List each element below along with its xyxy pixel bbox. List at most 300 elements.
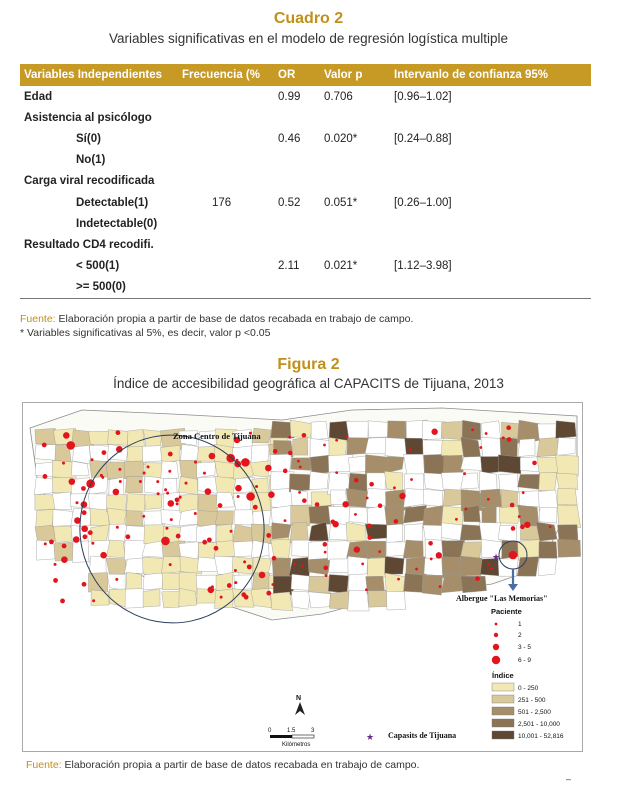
patient-dot [169,563,172,566]
census-tract [311,421,328,440]
census-tract [461,437,481,458]
patient-dot [293,563,296,566]
index-legend-swatch [492,707,514,715]
census-tract [539,541,557,558]
patient-dot [73,536,80,543]
census-tract [196,524,216,542]
census-tract [348,590,369,611]
patient-dot [487,498,490,501]
row-pvalue: 0.706 [324,90,353,103]
scale-tick-0: 0 [268,728,272,734]
row-label: No(1) [76,154,106,167]
patient-dot [369,482,374,487]
row-ci [390,107,591,128]
patient-dot [436,552,442,558]
patient-dot [62,544,67,549]
table-row [20,171,591,192]
index-legend-swatch [492,695,514,703]
patient-dot [397,578,400,581]
patient-dot [175,497,180,502]
patient-dot [101,476,104,479]
census-tract [88,573,107,592]
row-pvalue [320,213,390,234]
patient-dot [168,470,171,473]
census-tract [517,474,540,489]
patient-legend-label: 1 [518,621,522,628]
row-ci [390,171,591,192]
census-tract [251,445,270,463]
patient-dot [166,492,169,495]
figure-subtitle: Índice de accesibilidad geográfica al CAPACITS de Tijuana, 2013 [113,376,504,391]
census-tract [271,505,293,525]
figure-title: Figura 2 [277,356,340,373]
patient-dot [255,485,258,488]
census-tract [197,462,216,478]
patient-dot [167,500,174,507]
patient-dot [69,478,76,485]
census-tract [328,575,348,594]
patient-dot [203,472,206,475]
census-tract [557,505,580,527]
index-legend-title: Índice [492,671,514,680]
patient-dot [170,518,173,521]
census-tract [53,509,73,526]
north-label: N [296,695,302,702]
patient-dot [487,563,490,566]
census-tract [309,592,331,608]
patient-dot [205,488,212,495]
clinic-label: Capasits de Tijuana [388,731,457,740]
census-tract [215,511,233,525]
table-header-row [20,64,591,86]
table-title: Cuadro 2 [273,10,344,27]
census-tract [499,506,520,523]
patient-dot [142,515,145,518]
census-tract [366,541,386,558]
patient-dot [165,527,168,530]
patient-dot [230,530,233,533]
row-label: < 500(1) [76,260,120,273]
patient-dot [345,435,348,438]
patient-dot [168,452,173,457]
table-row [20,86,591,107]
census-tract [460,525,482,541]
patient-dot [66,441,75,450]
patient-dot [323,566,328,571]
clinic-star-map: ★ [492,552,501,562]
patient-dot [471,428,474,431]
row-ci [390,234,591,255]
census-tract [461,576,487,593]
row-ci: [0.24–0.88] [394,132,452,145]
patient-dot [218,503,223,508]
patient-dot [62,462,65,465]
index-legend-swatch [492,719,514,727]
table-source-lead: Fuente: [20,313,56,325]
patient-dot [507,437,512,442]
patient-dot [502,436,505,439]
patient-dot [323,444,326,447]
patient-dot [61,556,68,563]
row-frequency [178,86,274,107]
patient-dot [335,439,338,442]
patient-dot [475,576,480,581]
census-tract [271,539,291,558]
row-ci [390,213,591,234]
census-tract [291,591,310,609]
census-tract [89,431,109,445]
census-tract [271,592,293,611]
row-label: Resultado CD4 recodifi. [24,238,154,251]
row-or: 0.46 [278,132,301,145]
patient-legend-label: 6 - 9 [518,657,532,664]
patient-dot [49,539,54,544]
census-tract [404,489,425,508]
census-tract [441,523,462,541]
patient-dot [91,542,94,545]
census-tract [404,454,425,475]
census-tract [367,505,387,526]
clinic-star-legend: ★ [366,732,375,742]
patient-dot [83,534,88,539]
census-tract [423,506,443,528]
census-tract [214,589,233,609]
figure-source-lead: Fuente: [26,759,62,771]
patient-dot [209,453,216,460]
patient-dot [102,450,107,455]
census-tract [555,455,578,476]
patient-legend-dot [495,623,498,626]
row-frequency [178,256,274,277]
patient-dot [330,519,335,524]
scale-tick-2: 3 [311,728,315,734]
census-tract [460,556,482,576]
patient-dot [247,564,252,569]
index-legend-label: 501 - 2,500 [518,709,551,716]
patient-dot [119,480,122,483]
census-tract [537,438,560,457]
patient-dot [227,583,232,588]
census-tract [422,575,443,595]
patient-dot [415,568,418,571]
patient-dot [378,550,381,553]
zone-label: Zona Centro de Tijuana [173,431,261,441]
patient-legend-dot [492,656,500,664]
patient-dot [324,551,327,554]
census-tract [143,589,160,607]
row-pvalue [320,107,390,128]
patient-dot [82,582,87,587]
census-tract [387,591,406,610]
patient-dot [194,512,197,515]
row-ci [390,150,591,171]
scale-tick-1: 1.5 [287,728,296,734]
census-tract [91,590,109,606]
patient-dot [378,503,383,508]
census-tract [557,438,576,456]
row-or [274,213,320,234]
census-tract [310,455,330,474]
patient-dot [113,489,120,496]
census-tract [309,471,328,489]
patient-legend-label: 3 - 5 [518,644,532,651]
patient-dot [394,519,399,524]
patient-dot [118,468,121,471]
patient-dot [430,558,433,561]
census-tract [292,437,308,455]
row-frequency [178,171,274,192]
row-ci: [0.26–1.00] [394,196,452,209]
patient-dot [439,585,442,588]
census-tract [35,445,57,461]
row-pvalue [320,277,390,299]
patient-dot [354,546,360,552]
patient-dot [211,585,214,588]
row-frequency: 176 [212,196,232,209]
census-tract [89,556,106,575]
census-tract [36,509,54,527]
patient-dot [156,480,159,483]
row-label: Carga viral recodificada [24,175,155,188]
census-tract [125,461,144,477]
patient-dot [176,534,181,539]
patient-dot [399,493,405,499]
patient-dot [266,533,271,538]
census-tract [144,476,165,494]
table-row [20,234,591,255]
col-header-ci: Intervanlo de confianza 95% [390,64,591,86]
census-tract [106,540,125,558]
index-legend-label: 10,001 - 52,816 [518,733,564,740]
row-ci [390,277,591,299]
patient-dot [194,461,197,464]
row-or [274,277,320,299]
patient-dot [185,482,188,485]
patient-dot [532,461,537,466]
census-tract [163,478,177,494]
patient-dot [522,491,525,494]
row-label: Detectable(1) [76,196,149,209]
row-frequency [178,150,274,171]
patient-dot [428,541,433,546]
col-header-pvalue: Valor p [320,64,390,86]
census-tract [557,488,577,505]
patient-dot [161,537,170,546]
patient-dot [207,537,212,542]
accessibility-map [22,402,583,752]
patient-dot [157,492,160,495]
patient-dot [246,492,255,501]
census-tract [233,477,254,493]
patient-dot [54,563,57,566]
patient-dot [465,508,468,511]
patient-dot [335,471,338,474]
patient-dot [268,491,275,498]
census-tract [539,507,557,523]
patient-dot [176,502,179,505]
table-source-note [20,313,413,325]
patient-dot [524,522,530,528]
patient-dot [302,433,307,438]
census-tract [518,439,535,457]
row-pvalue [320,150,390,171]
table-row [20,277,591,299]
patient-dot [520,525,525,530]
census-tract [270,454,291,473]
census-tract [179,588,197,606]
patient-dot [125,534,130,539]
patient-dot [315,502,320,507]
figure-source-note [26,759,419,771]
row-or [274,107,320,128]
patient-dot [220,596,223,599]
census-tract [349,507,368,523]
patient-dot [253,505,258,510]
patient-dot [431,429,437,435]
patient-legend-dot [493,644,499,650]
patient-dot [234,569,237,572]
patient-dot [284,519,287,522]
patient-dot [510,503,515,508]
census-tract [423,489,442,506]
census-tract [72,541,88,563]
patient-dot [88,530,93,535]
patient-dot [92,599,95,602]
patient-dot [511,526,516,531]
significance-note: * Variables significativas al 5%, es decir, valor p <0.05 [20,327,271,339]
patient-dot [235,485,242,492]
row-or: 0.99 [278,90,301,103]
table-row [20,107,591,128]
patient-dot [179,496,182,499]
index-legend-label: 0 - 250 [518,685,539,692]
census-tract [272,558,291,577]
patient-dot [143,472,146,475]
census-tract [329,559,351,573]
census-tract [309,505,332,524]
patient-dot [147,465,150,468]
patient-dot [81,486,86,491]
patient-dot [241,592,246,597]
census-tract [107,508,127,526]
patient-dot [342,501,348,507]
row-or [274,150,320,171]
patient-dot [234,581,237,584]
patient-dot [237,495,240,498]
row-ci: [0.96–1.02] [394,90,452,103]
census-tract [348,556,368,576]
patient-dot [116,526,119,529]
census-tract [291,458,311,471]
census-tract [556,421,576,439]
row-or [274,171,320,192]
census-tract [34,477,54,495]
patient-dot [506,425,511,430]
patient-dot [63,432,70,439]
patient-dot [43,474,48,479]
patient-dot [139,480,142,483]
col-header-or: OR [274,64,320,86]
census-tract [52,492,71,510]
patient-dot [53,578,58,583]
patient-dot [455,518,458,521]
table-row [20,213,591,234]
col-header-frequency: Frecuencia (% [178,64,274,86]
patient-dot [44,542,47,545]
patient-dot [202,540,207,545]
census-tract [539,558,557,576]
row-or: 0.52 [278,196,301,209]
census-tract [385,556,405,574]
row-pvalue [320,171,390,192]
census-tract [480,489,501,507]
patient-dot [299,466,302,469]
census-tract [142,446,162,462]
census-tract [271,488,292,508]
row-frequency [178,234,274,255]
patient-dot [365,588,368,591]
census-tract [461,456,484,470]
patient-dot [214,546,219,551]
patient-dot [354,478,359,483]
census-tract [387,421,406,439]
row-pvalue: 0.020* [324,132,358,145]
patient-dot [366,497,369,500]
census-tract [216,572,233,591]
census-tract [536,522,557,541]
row-frequency [178,277,274,299]
census-tract [125,511,143,526]
patient-dot [298,491,301,494]
page-mark: – [566,774,572,784]
patient-dot [60,599,65,604]
patient-legend-title: Paciente [491,607,522,616]
index-legend-label: 2,501 - 10,000 [518,721,560,728]
census-tract [557,539,580,557]
patient-dot [164,488,167,491]
census-tract [179,476,198,494]
patient-dot [367,524,372,529]
patient-dot [490,567,493,570]
patient-dot [479,446,482,449]
table-row [20,256,591,277]
patient-dot [393,486,396,489]
patient-dot [288,436,291,439]
row-pvalue [320,234,390,255]
scale-unit: Kilómetros [282,742,311,748]
patient-dot [302,498,307,503]
patient-dot [367,535,372,540]
census-tract [461,473,479,489]
patient-legend-dot [494,633,498,637]
row-label: Sí(0) [76,132,101,145]
patient-dot [288,451,293,456]
census-tract [387,524,403,543]
patient-dot [325,574,328,577]
patient-dot [361,562,364,565]
row-ci: [1.12–3.98] [394,260,452,273]
patient-dot [410,478,413,481]
regression-table [20,64,591,299]
patient-dot [91,458,94,461]
patient-dot [100,552,107,559]
census-tract [556,473,577,490]
patient-dot [354,513,357,516]
census-tract [106,558,126,575]
census-tract [403,540,423,558]
table-row [20,192,591,213]
census-tract [403,505,426,523]
